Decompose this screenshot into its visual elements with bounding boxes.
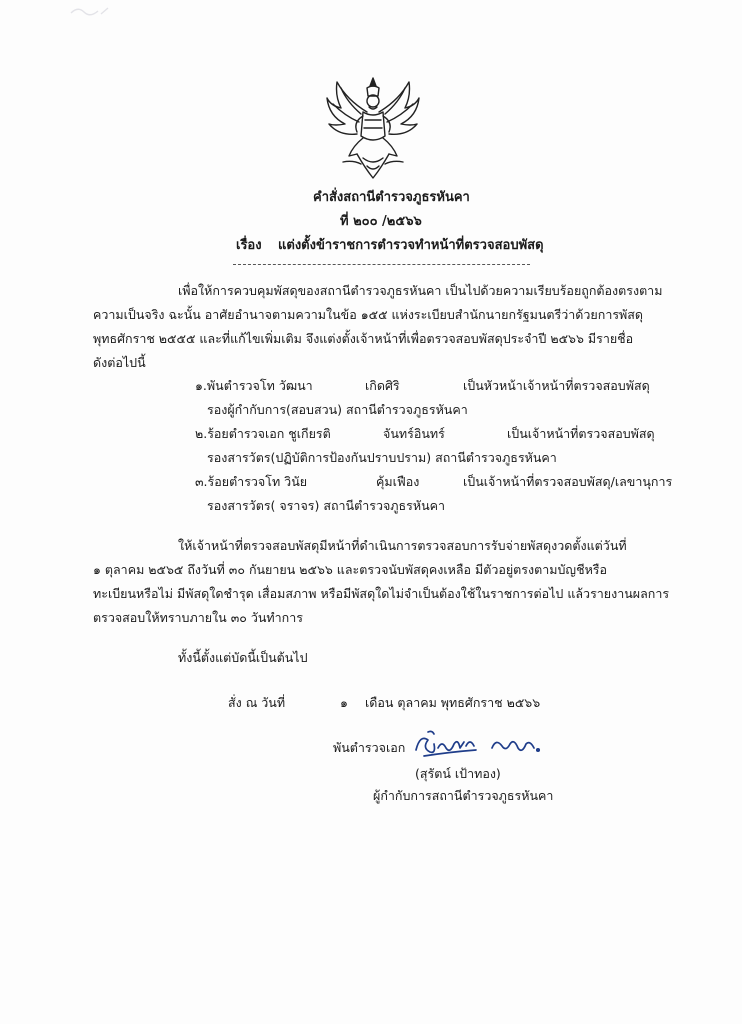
member-2-position: รองสารวัตร(ปฏิบัติการป้องกันปราบปราม) สถานีตำรวจภูธรหันคา — [207, 450, 557, 465]
member-2-role: เป็นเจ้าหน้าที่ตรวจสอบพัสดุ — [507, 426, 655, 441]
duty-line-1: ให้เจ้าหน้าที่ตรวจสอบพัสดุมีหน้าที่ดำเนินการตรวจสอบการรับจ่ายพัสดุงวดตั้งแต่วันที่ — [178, 538, 627, 553]
member-1-name: ๑.พันตำรวจโท วัฒนา — [195, 378, 313, 393]
member-1-surname: เกิดศิริ — [365, 378, 400, 393]
handwritten-signature — [410, 728, 550, 764]
member-3-name: ๓.ร้อยตำรวจโท วินัย — [195, 474, 308, 489]
intro-line-3: พุทธศักราช ๒๕๕๕ และที่แก้ไขเพิ่มเติม จึงแต่งตั้งเจ้าหน้าที่เพื่อตรวจสอบพัสดุประจำปี ๒๕๖๖ มีรายชื่อ — [93, 331, 634, 346]
duty-line-4: ตรวจสอบให้ทราบภายใน ๓๐ วันทำการ — [93, 610, 303, 625]
member-1-role: เป็นหัวหน้าเจ้าหน้าที่ตรวจสอบพัสดุ — [463, 378, 650, 393]
intro-line-2: ความเป็นจริง ฉะนั้น อาศัยอำนาจตามความในข้อ ๑๕๕ แห่งระเบียบสำนักนายกรัฐมนตรีว่าด้วยการพัสดุ — [93, 307, 644, 322]
intro-line-1: เพื่อให้การควบคุมพัสดุของสถานีตำรวจภูธรหันคา เป็นไปด้วยความเรียบร้อยถูกต้องตรงตาม — [178, 283, 663, 298]
signatory-position: ผู้กำกับการสถานีตำรวจภูธรหันคา — [373, 788, 554, 803]
order-date-prefix: สั่ง ณ วันที่ — [228, 695, 286, 710]
member-2-name: ๒.ร้อยตำรวจเอก ชูเกียรติ — [195, 426, 331, 441]
order-number: ที่ ๒๐๐ /๒๕๖๖ — [340, 214, 422, 229]
scan-mark — [68, 4, 114, 18]
subject-label: เรื่อง — [236, 238, 262, 253]
subject-text: แต่งตั้งข้าราชการตำรวจทำหน้าที่ตรวจสอบพัสดุ — [278, 238, 544, 253]
order-title: คำสั่งสถานีตำรวจภูธรหันคา — [313, 190, 470, 205]
member-3-position: รองสารวัตร( จราจร) สถานีตำรวจภูธรหันคา — [207, 498, 446, 513]
effective-statement: ทั้งนี้ตั้งแต่บัดนี้เป็นต้นไป — [178, 650, 308, 665]
duty-line-2: ๑ ตุลาคม ๒๕๖๕ ถึงวันที่ ๓๐ กันยายน ๒๕๖๖ และตรวจนับพัสดุคงเหลือ มีตัวอยู่ตรงตามบัญชีหรือ — [93, 562, 608, 577]
signatory-rank: พันตำรวจเอก — [333, 740, 406, 755]
member-2-surname: จันทร์อินทร์ — [383, 426, 445, 441]
member-1-position: รองผู้กำกับการ(สอบสวน) สถานีตำรวจภูธรหันคา — [207, 402, 468, 417]
signatory-name: (สุรัตน์ เป้าทอง) — [415, 766, 501, 781]
duty-line-3: ทะเบียนหรือไม่ มีพัสดุใดชำรุด เสื่อมสภาพ หรือมีพัสดุใดไม่จำเป็นต้องใช้ในราชการต่อไป แล้วรายงานผลการ — [93, 586, 670, 601]
order-date-rest: เดือน ตุลาคม พุทธศักราช ๒๕๖๖ — [365, 695, 541, 710]
member-3-surname: คุ้มเฟือง — [376, 474, 420, 489]
title-divider — [233, 264, 530, 265]
intro-line-4: ดังต่อไปนี้ — [93, 355, 146, 370]
order-date-day: ๑ — [340, 695, 348, 710]
garuda-emblem-icon — [323, 72, 423, 184]
member-3-role: เป็นเจ้าหน้าที่ตรวจสอบพัสดุ/เลขานุการ — [463, 474, 673, 489]
